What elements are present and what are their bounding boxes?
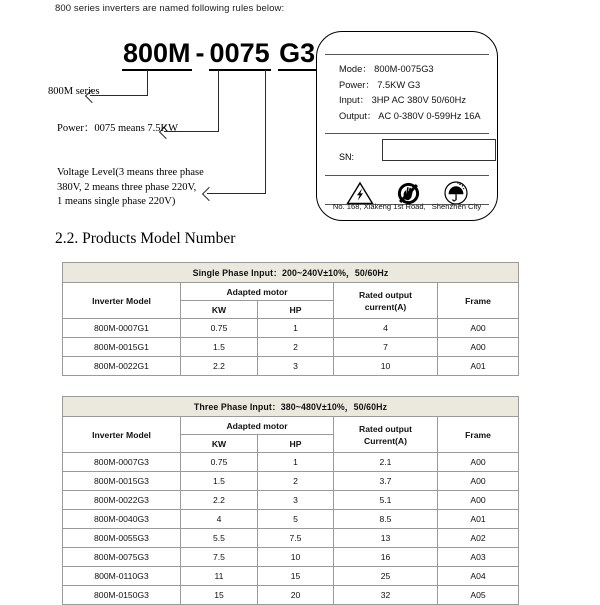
spec-value-output: AC 0-380V 0-599Hz 16A [378,110,481,121]
cell-model: 800M-0040G3 [63,510,181,529]
table-header-row-1 [63,283,519,301]
cell-model: 800M-0015G3 [63,472,181,491]
cell-hp: 2 [258,472,334,491]
spec-value-power: 7.5KW G3 [377,79,421,90]
nameplate-spec-row [339,109,481,125]
cell-current: 3.7 [334,472,438,491]
cell-hp: 2 [258,338,334,357]
cell-kw: 7.5 [181,548,258,567]
model-number-display [122,40,316,71]
callout-voltage-line3: 1 means single phase 220V) [57,196,176,207]
column-header-frame: Frame [438,283,519,319]
column-header-inverter-model: Inverter Model [63,283,181,319]
callout-voltage-line1: Voltage Level(3 means three phase [57,167,204,178]
cell-hp: 5 [258,510,334,529]
table-row [63,338,519,357]
table-row [63,491,519,510]
column-header-rated-current [334,283,438,319]
cell-kw: 1.5 [181,472,258,491]
cell-hp: 1 [258,453,334,472]
cell-frame: A01 [438,510,519,529]
manufacturer-address [317,202,497,211]
nameplate-spec-row [339,78,481,94]
rated-current-line2: current(A) [364,301,407,312]
table-header-row-1 [63,417,519,435]
table-row [63,510,519,529]
cell-frame: A00 [438,338,519,357]
spec-label-power: Power： [339,79,375,90]
table-title-row [63,397,519,417]
cell-frame: A00 [438,453,519,472]
cell-kw: 0.75 [181,453,258,472]
callout-power: Power：0075 means 7.5KW [57,123,179,134]
table-row [63,548,519,567]
model-segment-power: 0075 [209,40,271,71]
column-header-adapted-motor: Adapted motor [181,283,334,301]
table-title-row [63,263,519,283]
cell-frame: A04 [438,567,519,586]
nameplate-label-card [316,31,498,221]
card-divider-mid [325,133,489,134]
card-divider-top [325,54,489,55]
card-divider-icons [325,175,489,176]
column-header-hp: HP [258,435,334,453]
serial-number-row [339,152,354,163]
column-header-rated-current [334,417,438,453]
cell-hp: 1 [258,319,334,338]
model-segment-dash: - [195,38,205,68]
column-header-inverter-model: Inverter Model [63,417,181,453]
column-header-hp: HP [258,301,334,319]
cell-model: 800M-0007G3 [63,453,181,472]
table-row [63,529,519,548]
callout-voltage [57,166,232,210]
model-segment-voltage: G3 [278,40,316,71]
spec-value-input: 3HP AC 380V 50/60Hz [371,95,466,105]
cell-frame: A05 [438,586,519,605]
nameplate-spec-row [339,93,481,109]
cell-kw: 1.5 [181,338,258,357]
serial-number-field[interactable] [382,139,496,161]
column-header-kw: KW [181,435,258,453]
address-street: No. 168, Xiakeng 1st Road, [332,202,426,211]
serial-number-label: SN: [339,152,355,162]
spec-label-mode: Mode： [339,64,372,74]
cell-current: 2.1 [334,453,438,472]
intro-text: 800 series inverters are named following rules below: [55,3,285,14]
cell-current: 13 [334,529,438,548]
cell-kw: 15 [181,586,258,605]
cell-kw: 5.5 [181,529,258,548]
table-row [63,357,519,376]
cell-kw: 0.75 [181,319,258,338]
page-title: 2.2. Products Model Number [55,230,236,247]
cell-frame: A00 [438,319,519,338]
cell-model: 800M-0075G3 [63,548,181,567]
cell-model: 800M-0007G1 [63,319,181,338]
cell-current: 32 [334,586,438,605]
table-row [63,472,519,491]
rated-current-line2: Current(A) [364,435,407,446]
cell-hp: 3 [258,357,334,376]
cell-kw: 4 [181,510,258,529]
rated-current-line1: Rated output [359,423,412,434]
cell-hp: 10 [258,548,334,567]
nameplate-spec-row [339,62,481,78]
spec-label-input: Input： [339,95,369,105]
column-header-kw: KW [181,301,258,319]
table-row [63,319,519,338]
cell-model: 800M-0022G3 [63,491,181,510]
cell-model: 800M-0110G3 [63,567,181,586]
cell-current: 8.5 [334,510,438,529]
cell-model: 800M-0022G1 [63,357,181,376]
cell-current: 10 [334,357,438,376]
model-naming-diagram [0,28,316,223]
column-header-adapted-motor: Adapted motor [181,417,334,435]
cell-frame: A01 [438,357,519,376]
cell-kw: 2.2 [181,491,258,510]
cell-current: 7 [334,338,438,357]
cell-current: 25 [334,567,438,586]
cell-frame: A00 [438,491,519,510]
single-phase-spec-table [62,262,519,376]
cell-model: 800M-0055G3 [63,529,181,548]
table-row [63,586,519,605]
spec-value-mode: 800M-0075G3 [374,64,434,74]
cell-frame: A00 [438,472,519,491]
nameplate-spec-list [339,62,481,124]
rated-current-line1: Rated output [359,289,412,300]
cell-hp: 3 [258,491,334,510]
table-title: Single Phase Input：200~240V±10%，50/60Hz [63,263,519,283]
cell-kw: 2.2 [181,357,258,376]
three-phase-spec-table [62,396,519,605]
spec-label-output: Output： [339,110,377,121]
cell-model: 800M-0015G1 [63,338,181,357]
cell-kw: 11 [181,567,258,586]
cell-hp: 7.5 [258,529,334,548]
cell-frame: A03 [438,548,519,567]
callout-series: 800M series [48,86,100,97]
table-row [63,453,519,472]
table-title: Three Phase Input：380~480V±10%，50/60Hz [63,397,519,417]
cell-model: 800M-0150G3 [63,586,181,605]
address-city: Shenzhen City [431,202,482,211]
cell-hp: 15 [258,567,334,586]
column-header-frame: Frame [438,417,519,453]
cell-current: 16 [334,548,438,567]
cell-frame: A02 [438,529,519,548]
cell-current: 4 [334,319,438,338]
cell-current: 5.1 [334,491,438,510]
model-segment-series: 800M [122,40,192,71]
callout-voltage-line2: 380V, 2 means three phase 220V, [57,181,197,193]
table-row [63,567,519,586]
cell-hp: 20 [258,586,334,605]
